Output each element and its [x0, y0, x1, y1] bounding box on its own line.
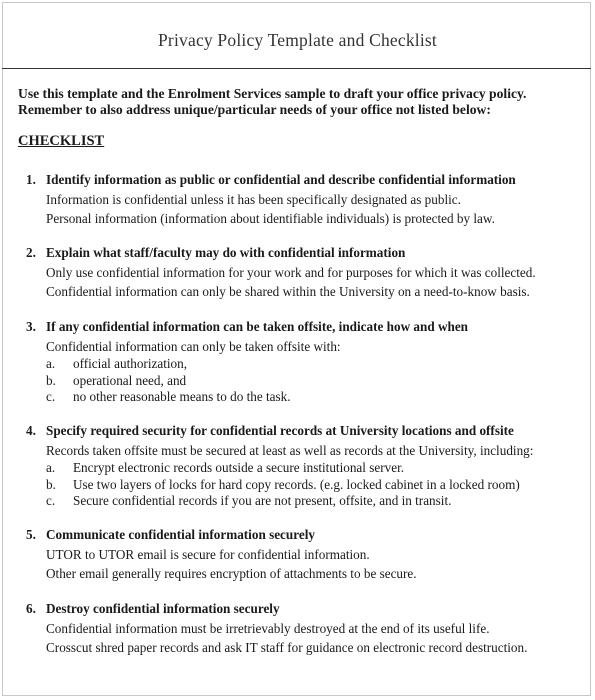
- subitem-text: no other reasonable means to do the task.: [73, 389, 291, 404]
- intro-line: Use this template and the Enrolment Services sample to draft your office privacy policy.: [18, 86, 527, 101]
- subitem: [26, 356, 586, 373]
- subitem-text: operational need, and: [73, 372, 187, 388]
- item-number: 6.: [26, 601, 36, 616]
- item-heading-text: Explain what staff/faculty may do with confidential information: [46, 245, 406, 260]
- item-heading-text: Identify information as public or confidential and describe confidential information: [46, 172, 516, 187]
- checklist-item-3: [26, 317, 586, 406]
- item-line: Confidential information can only be taken offsite with:: [46, 339, 341, 354]
- subitem: [26, 493, 586, 510]
- checklist-item-2: [26, 243, 586, 301]
- item-line: Crosscut shred paper records and ask IT staff for guidance on electronic record destruction.: [46, 640, 528, 655]
- item-line: Other email generally requires encryption of attachments to be secure.: [46, 566, 417, 581]
- item-line: Personal information (information about identifiable individuals) is protected by law.: [46, 211, 495, 226]
- intro-line: Remember to also address unique/particular needs of your office not listed below:: [18, 102, 491, 117]
- subitem-text: official authorization,: [73, 356, 188, 371]
- item-line: Only use confidential information for your work and for purposes for which it was collected.: [46, 265, 536, 280]
- item-number: 4.: [26, 423, 36, 438]
- item-heading-text: If any confidential information can be taken offsite, indicate how and when: [46, 319, 469, 334]
- item-heading-text: Specify required security for confidential records at University locations and offsite: [46, 423, 514, 438]
- item-heading-text: Communicate confidential information securely: [46, 527, 315, 542]
- item-heading: [26, 525, 586, 545]
- item-line: UTOR to UTOR email is secure for confidential information.: [46, 547, 370, 562]
- checklist-item-1: [26, 170, 586, 228]
- item-line: Information is confidential unless it has been specifically designated as public.: [46, 192, 461, 207]
- item-line: Confidential information can only be shared within the University on a need-to-know basis.: [46, 284, 530, 299]
- subitem-letter: a.: [46, 460, 56, 475]
- title-divider: [2, 68, 591, 69]
- subitem-text: Encrypt electronic records outside a secure institutional server.: [73, 460, 405, 475]
- page-title: Privacy Policy Template and Checklist: [158, 30, 437, 50]
- subitem: [26, 460, 586, 477]
- checklist-item-5: [26, 525, 586, 583]
- subitem-letter: b.: [46, 372, 56, 388]
- subitem-letter: c.: [46, 389, 56, 404]
- subitem: [26, 373, 586, 390]
- item-heading: [26, 421, 586, 441]
- subitem-text: Use two layers of locks for hard copy records. (e.g. locked cabinet in a locked room): [73, 476, 520, 492]
- item-heading: [26, 317, 586, 337]
- item-line: Confidential information must be irretrievably destroyed at the end of its useful life.: [46, 621, 490, 636]
- subitem-letter: a.: [46, 356, 56, 371]
- subitem: [26, 389, 586, 406]
- item-number: 1.: [26, 172, 36, 187]
- item-heading: [26, 599, 586, 619]
- checklist-item-6: [26, 599, 586, 657]
- subitem-text: Secure confidential records if you are not present, offsite, and in transit.: [73, 493, 452, 508]
- checklist-heading: CHECKLIST: [18, 133, 105, 149]
- item-heading: [26, 243, 586, 263]
- checklist-item-4: [26, 421, 586, 510]
- subitem: [26, 477, 586, 494]
- subitem-letter: c.: [46, 493, 56, 508]
- intro-paragraph: [18, 86, 583, 118]
- item-heading: [26, 170, 586, 190]
- item-number: 2.: [26, 245, 36, 260]
- item-heading-text: Destroy confidential information securely: [46, 601, 280, 616]
- item-number: 5.: [26, 527, 36, 542]
- item-line: Records taken offsite must be secured at least as well as records at the University, including:: [46, 443, 534, 458]
- item-number: 3.: [26, 319, 36, 334]
- subitem-letter: b.: [46, 476, 56, 492]
